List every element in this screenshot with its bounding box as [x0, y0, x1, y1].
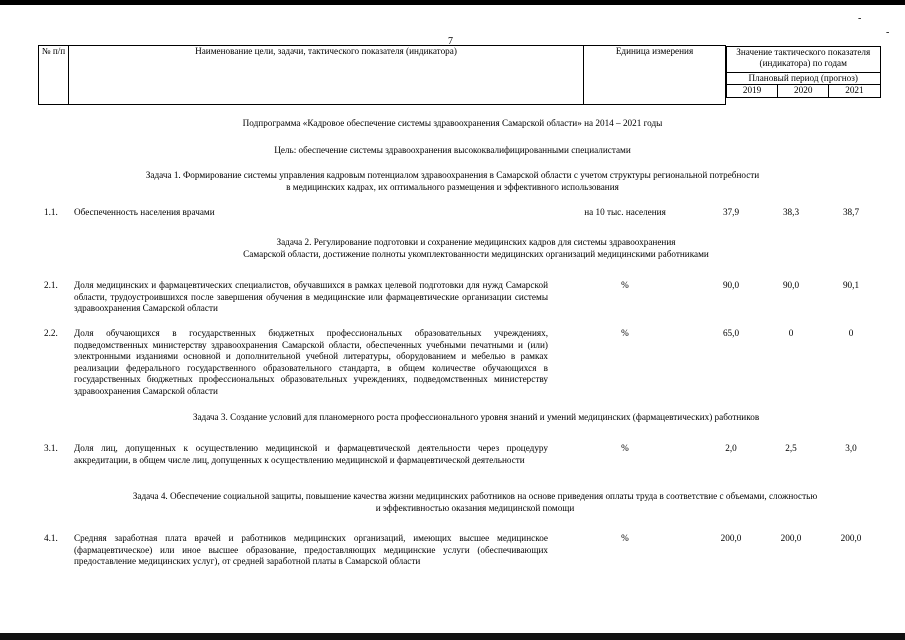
task-2-title-cont: Самарской области, достижение полноты укомплектованности медицинских организаций медицинскими работниками — [243, 249, 709, 259]
row-value-2019: 90,0 — [722, 280, 740, 290]
header-table — [38, 45, 881, 105]
row-value-2020: 200,0 — [780, 533, 802, 543]
header-value-title: Значение тактического показателя (индикатора) по годам — [727, 46, 881, 72]
row-value-2021: 3,0 — [845, 443, 857, 453]
task-3-title: Задача 3. Создание условий для планомерного роста профессионального уровня знаний и умений медицинских (фармацевтических) работников — [192, 412, 760, 422]
row-text: Доля медицинских и фармацевтических специалистов, обучавшихся в рамках целевой подготовки для нужд Самарской области, трудоустроившихся после завершения обучения в медицинские или фармацевтические организации системы здравоохранения Самарской области — [74, 280, 548, 314]
row-value-2021: 200,0 — [840, 533, 862, 543]
header-year: 2021 — [829, 84, 880, 97]
row-num: 1.1. — [44, 207, 58, 217]
row-unit: % — [621, 443, 629, 453]
row-value-2019: 65,0 — [722, 328, 740, 338]
header-year: 2019 — [727, 84, 778, 97]
subprogram-title: Подпрограмма «Кадровое обеспечение системы здравоохранения Самарской области» на 2014 – 2021 годы — [242, 118, 663, 128]
corner-mark: - — [858, 13, 862, 24]
row-num: 3.1. — [44, 443, 58, 453]
header-year: 2020 — [778, 84, 829, 97]
row-unit: % — [621, 280, 629, 290]
row-value-2020: 38,3 — [782, 207, 800, 217]
page-number: 7 — [448, 36, 453, 47]
row-text: Средняя заработная плата врачей и работников медицинских организаций, имеющих высшее медицинское (фармацевтическое) или иное высшее образование, предоставляющих медицинские услуги (обеспечивающих предоставление медицинских услуг), от средней заработной платы в Самарской области — [74, 533, 548, 567]
task-4-title: Задача 4. Обеспечение социальной защиты, повышение качества жизни медицинских работников на основе приведения оплаты труда в соответствие с объемами, сложностью — [132, 491, 818, 501]
header-name: Наименование цели, задачи, тактического показателя (индикатора) — [69, 46, 584, 105]
row-value-2021: 90,1 — [842, 280, 860, 290]
row-unit: % — [621, 533, 629, 543]
row-value-2021: 0 — [848, 328, 854, 338]
bottom-border — [0, 633, 905, 640]
corner-mark: - — [886, 27, 890, 38]
row-value-2021: 38,7 — [842, 207, 860, 217]
row-text: Обеспеченность населения врачами — [74, 207, 215, 217]
header-unit: Единица измерения — [584, 46, 726, 105]
row-value-2020: 0 — [788, 328, 794, 338]
task-1-title: Задача 1. Формирование системы управления кадровым потенциалом здравоохранения в Самарской области с учетом структуры региональной потребности — [145, 170, 760, 180]
row-num: 2.2. — [44, 328, 58, 338]
row-unit: на 10 тыс. населения — [584, 207, 666, 217]
row-value-2019: 37,9 — [722, 207, 740, 217]
row-num: 2.1. — [44, 280, 58, 290]
header-period: Плановый период (прогноз) — [727, 72, 881, 84]
row-value-2020: 90,0 — [782, 280, 800, 290]
goal-title: Цель: обеспечение системы здравоохранения высококвалифицированными специалистами — [274, 145, 631, 155]
task-2-title: Задача 2. Регулирование подготовки и сохранение медицинских кадров для системы здравоохранения — [276, 237, 676, 247]
row-num: 4.1. — [44, 533, 58, 543]
row-text: Доля лиц, допущенных к осуществлению медицинской и фармацевтической деятельности через процедуру аккредитации, в общем числе лиц, допущенных к осуществлению медицинской и фармацевтической деятельности — [74, 443, 548, 465]
row-unit: % — [621, 328, 629, 338]
task-4-title-cont: и эффективностью оказания медицинской помощи — [375, 503, 575, 513]
header-values — [726, 46, 881, 105]
row-value-2019: 2,0 — [725, 443, 737, 453]
header-num: № п/п — [39, 46, 69, 105]
row-text: Доля обучающихся в государственных бюджетных профессиональных образовательных учреждениях, подведомственных министерству здравоохранения Самарской области, обеспеченных учебными печатными и (или) электронными изданиями основной и дополнительной учебной литературы, оборудованием и мебелью в рамках реализации федерального государственного образовательного стандарта, в общем количестве обучающихся в государственных бюджетных профессиональных образовательных учреждениях, подведомственных министерству здравоохранения Самарской области — [74, 328, 548, 396]
row-value-2019: 200,0 — [720, 533, 742, 543]
top-border — [0, 0, 905, 5]
row-value-2020: 2,5 — [785, 443, 797, 453]
task-1-title-cont: в медицинских кадрах, их оптимального размещения и эффективного использования — [286, 182, 619, 192]
